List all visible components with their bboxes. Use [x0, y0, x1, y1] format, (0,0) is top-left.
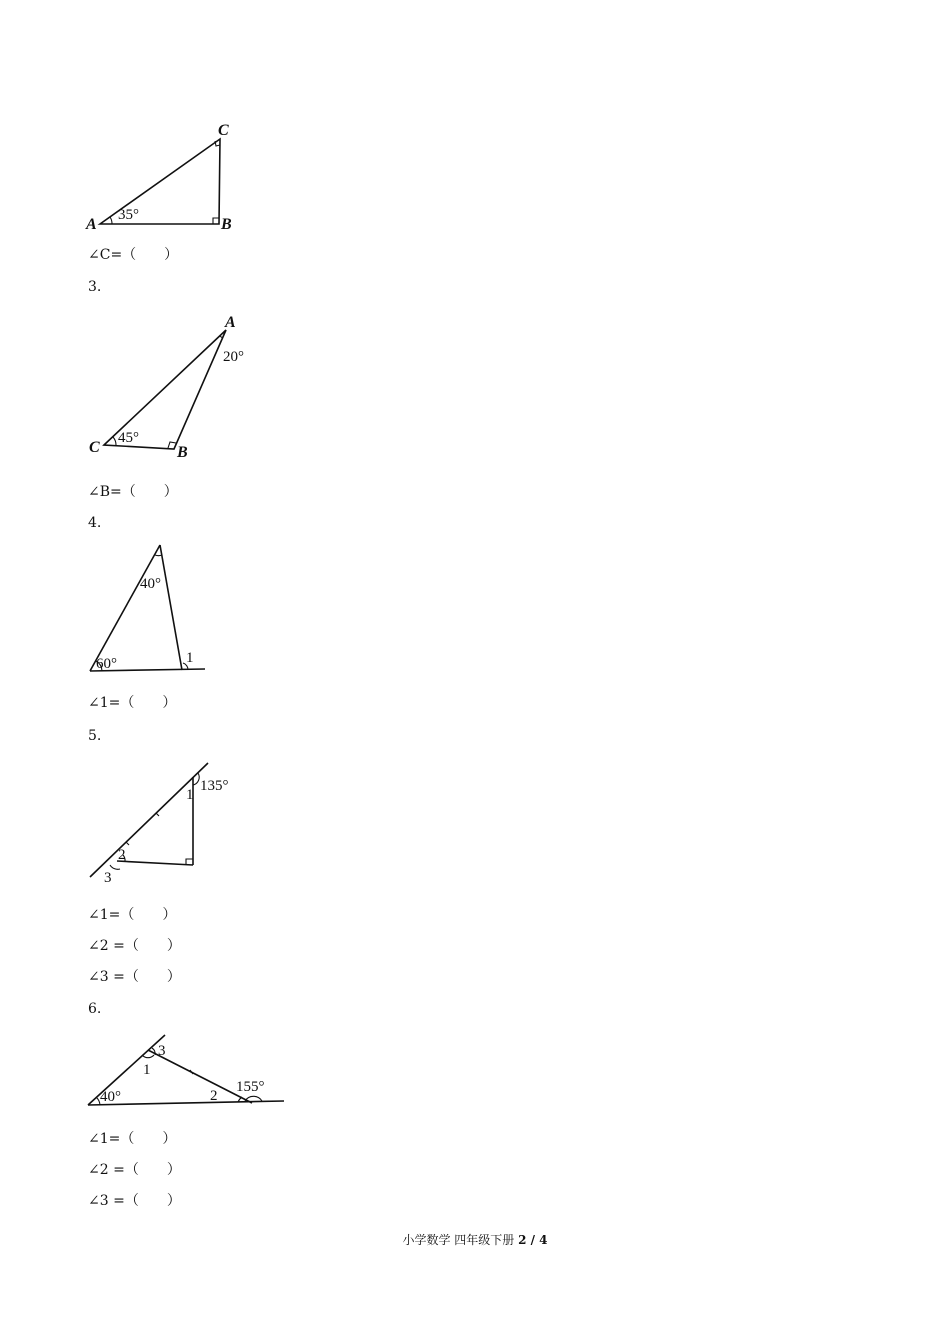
angle-label-60: 60° — [96, 656, 117, 672]
vertex-label-a: A — [225, 314, 236, 331]
question-angle-3: ∠3 =（ ） — [88, 1193, 181, 1209]
angle-mark-2: 2 — [210, 1088, 218, 1104]
angle-label-45: 45° — [118, 430, 139, 446]
angle-mark-2: 2 — [118, 847, 126, 863]
footer-subject: 小学数学 四年级下册 — [402, 1233, 519, 1247]
footer-page-number: 2 / 4 — [518, 1233, 548, 1247]
question-angle-2: ∠2 =（ ） — [88, 938, 181, 954]
figure-triangle-acb-20-45 — [80, 305, 280, 465]
angle-label-35: 35° — [118, 207, 139, 223]
vertex-label-a: A — [86, 216, 97, 233]
problem-number-4: 4. — [88, 515, 102, 531]
angle-mark-1: 1 — [186, 787, 194, 803]
angle-mark-3: 3 — [104, 870, 112, 886]
angle-mark-1: 1 — [186, 650, 194, 666]
figure-triangle-abc-35 — [80, 115, 280, 240]
vertex-label-c: C — [218, 122, 229, 139]
question-angle-1: ∠1=（ ） — [88, 907, 177, 923]
vertex-label-c: C — [89, 439, 100, 456]
figure-triangle-40-155 — [80, 1027, 290, 1112]
angle-label-40: 40° — [100, 1089, 121, 1105]
question-angle-c: ∠C=（ ） — [88, 247, 179, 263]
problem-number-3: 3. — [88, 279, 102, 295]
question-angle-1: ∠1=（ ） — [88, 695, 177, 711]
question-angle-3: ∠3 =（ ） — [88, 969, 181, 985]
problem-number-5: 5. — [88, 728, 102, 744]
figure-right-triangle-135 — [80, 755, 260, 885]
question-angle-2: ∠2 =（ ） — [88, 1162, 181, 1178]
angle-label-20: 20° — [223, 349, 244, 365]
angle-mark-1: 1 — [143, 1062, 151, 1078]
angle-label-40: 40° — [140, 576, 161, 592]
angle-label-135: 135° — [200, 778, 229, 794]
page-footer — [0, 1231, 950, 1248]
angle-label-155: 155° — [236, 1079, 265, 1095]
angle-mark-3: 3 — [158, 1043, 166, 1059]
question-angle-b: ∠B=（ ） — [88, 484, 178, 500]
figure-triangle-40-60 — [80, 535, 220, 680]
problem-number-6: 6. — [88, 1001, 102, 1017]
vertex-label-b: B — [221, 216, 232, 233]
vertex-label-b: B — [177, 444, 188, 461]
question-angle-1: ∠1=（ ） — [88, 1131, 177, 1147]
